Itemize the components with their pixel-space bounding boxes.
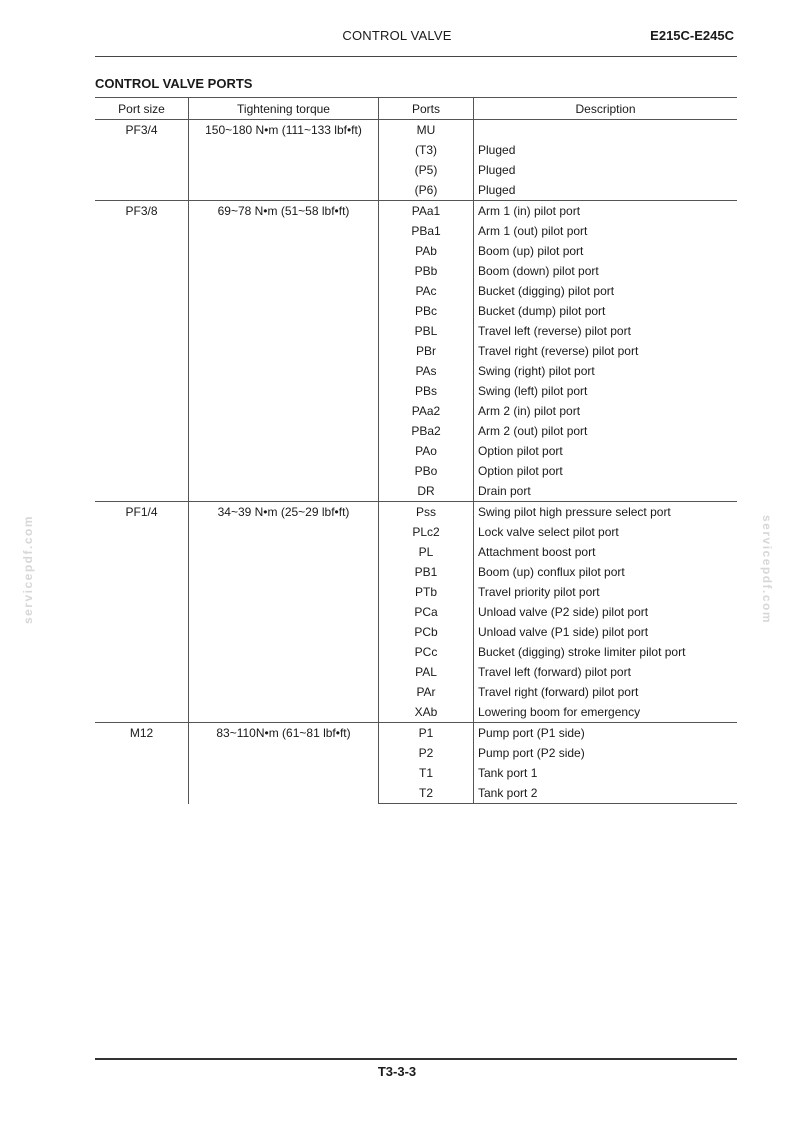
- cell-tightening-torque: [189, 120, 379, 201]
- cell-port: PBb: [379, 261, 474, 281]
- watermark-left: servicepdf.com: [21, 515, 35, 625]
- cell-description: [474, 120, 738, 141]
- cell-description: Attachment boost port: [478, 545, 596, 559]
- cell-description: Travel right (reverse) pilot port: [478, 344, 639, 358]
- cell-description: Pump port (P1 side): [474, 723, 738, 744]
- cell-port: P1: [379, 723, 474, 744]
- cell-description: Tank port 1: [478, 766, 538, 780]
- cell-port: PLc2: [379, 522, 474, 542]
- cell-port: PAb: [379, 241, 474, 261]
- cell-description: Swing pilot high pressure select port: [474, 502, 738, 523]
- footer-rule: [95, 1058, 737, 1060]
- cell-port: PAa1: [379, 201, 474, 222]
- cell-port: PB1: [379, 562, 474, 582]
- cell-description: Drain port: [478, 484, 531, 498]
- port-size-value: PF1/4: [125, 505, 158, 519]
- column-header-description: Description: [474, 98, 738, 120]
- cell-description: Swing (left) pilot port: [478, 384, 588, 398]
- cell-port: PBa1: [379, 221, 474, 241]
- cell-port: PBo: [379, 461, 474, 481]
- table-row: [95, 120, 737, 141]
- section-title: CONTROL VALVE PORTS: [95, 76, 253, 91]
- ports-table: [95, 97, 737, 804]
- cell-description: Travel priority pilot port: [478, 585, 600, 599]
- cell-description: Option pilot port: [478, 464, 563, 478]
- cell-description: Lowering boom for emergency: [478, 705, 641, 719]
- column-header-ports: Ports: [379, 98, 474, 120]
- cell-port: PAL: [379, 662, 474, 682]
- port-size-value: M12: [129, 726, 154, 740]
- cell-port: MU: [379, 120, 474, 141]
- cell-description: Travel left (forward) pilot port: [478, 665, 631, 679]
- cell-description: Arm 2 (in) pilot port: [478, 404, 581, 418]
- cell-port: PCa: [379, 602, 474, 622]
- tightening-torque-value: 34~39 N•m (25~29 lbf•ft): [217, 505, 350, 519]
- cell-tightening-torque: [189, 502, 379, 723]
- cell-description: Arm 1 (in) pilot port: [474, 201, 738, 222]
- cell-description: Pluged: [478, 163, 516, 177]
- cell-port: (P6): [379, 180, 474, 201]
- cell-description: Unload valve (P1 side) pilot port: [478, 625, 649, 639]
- cell-description: Bucket (digging) pilot port: [478, 284, 615, 298]
- cell-description: Pluged: [478, 143, 516, 157]
- header-title: CONTROL VALVE: [342, 28, 452, 43]
- cell-description: Boom (up) conflux pilot port: [478, 565, 625, 579]
- cell-port: PL: [379, 542, 474, 562]
- cell-description: Travel right (forward) pilot port: [478, 685, 639, 699]
- cell-port-size: [95, 201, 189, 502]
- header-model: E215C-E245C: [650, 28, 734, 43]
- cell-port-size: [95, 120, 189, 201]
- table-row: [95, 502, 737, 523]
- cell-port: T2: [379, 783, 474, 804]
- cell-tightening-torque: [189, 201, 379, 502]
- cell-description: Travel left (reverse) pilot port: [478, 324, 631, 338]
- cell-port: PAs: [379, 361, 474, 381]
- cell-description: Arm 2 (out) pilot port: [478, 424, 588, 438]
- cell-port: PAa2: [379, 401, 474, 421]
- table-row: [95, 201, 737, 222]
- port-size-value: PF3/4: [125, 123, 158, 137]
- cell-port: PBc: [379, 301, 474, 321]
- cell-port: T1: [379, 763, 474, 783]
- table-header-row: [95, 98, 737, 120]
- cell-port: (P5): [379, 160, 474, 180]
- cell-description: Tank port 2: [474, 783, 738, 804]
- cell-port: DR: [379, 481, 474, 502]
- cell-description: Arm 1 (out) pilot port: [478, 224, 588, 238]
- cell-description: Bucket (digging) stroke limiter pilot port: [478, 645, 686, 659]
- watermark-right: servicepdf.com: [760, 515, 774, 625]
- cell-port: (T3): [379, 140, 474, 160]
- table-row: [95, 723, 737, 744]
- cell-port: PBa2: [379, 421, 474, 441]
- tightening-torque-value: 150~180 N•m (111~133 lbf•ft): [205, 123, 362, 137]
- column-header-port-size: Port size: [95, 98, 189, 120]
- cell-port: P2: [379, 743, 474, 763]
- cell-port: PCc: [379, 642, 474, 662]
- cell-description: Pluged: [478, 183, 516, 197]
- cell-port: PBL: [379, 321, 474, 341]
- cell-tightening-torque: [189, 723, 379, 804]
- page-number: T3-3-3: [377, 1064, 417, 1079]
- cell-description: Boom (down) pilot port: [478, 264, 599, 278]
- tightening-torque-value: 83~110N•m (61~81 lbf•ft): [216, 726, 351, 740]
- header-rule: [95, 56, 737, 57]
- cell-description: Pump port (P2 side): [478, 746, 585, 760]
- cell-port: PCb: [379, 622, 474, 642]
- cell-description: Bucket (dump) pilot port: [478, 304, 606, 318]
- cell-port: PBs: [379, 381, 474, 401]
- cell-port: PAo: [379, 441, 474, 461]
- cell-port: Pss: [379, 502, 474, 523]
- port-size-value: PF3/8: [125, 204, 158, 218]
- cell-port: PBr: [379, 341, 474, 361]
- cell-description: Option pilot port: [478, 444, 563, 458]
- cell-port: PAr: [379, 682, 474, 702]
- cell-port-size: [95, 502, 189, 723]
- cell-port-size: [95, 723, 189, 804]
- cell-description: Unload valve (P2 side) pilot port: [478, 605, 649, 619]
- cell-description: Swing (right) pilot port: [478, 364, 595, 378]
- cell-port: PTb: [379, 582, 474, 602]
- cell-port: XAb: [379, 702, 474, 723]
- tightening-torque-value: 69~78 N•m (51~58 lbf•ft): [217, 204, 350, 218]
- ports-table-body: [95, 120, 737, 804]
- column-header-tightening-torque: Tightening torque: [189, 98, 379, 120]
- cell-description: Boom (up) pilot port: [478, 244, 584, 258]
- cell-description: Lock valve select pilot port: [478, 525, 619, 539]
- cell-port: PAc: [379, 281, 474, 301]
